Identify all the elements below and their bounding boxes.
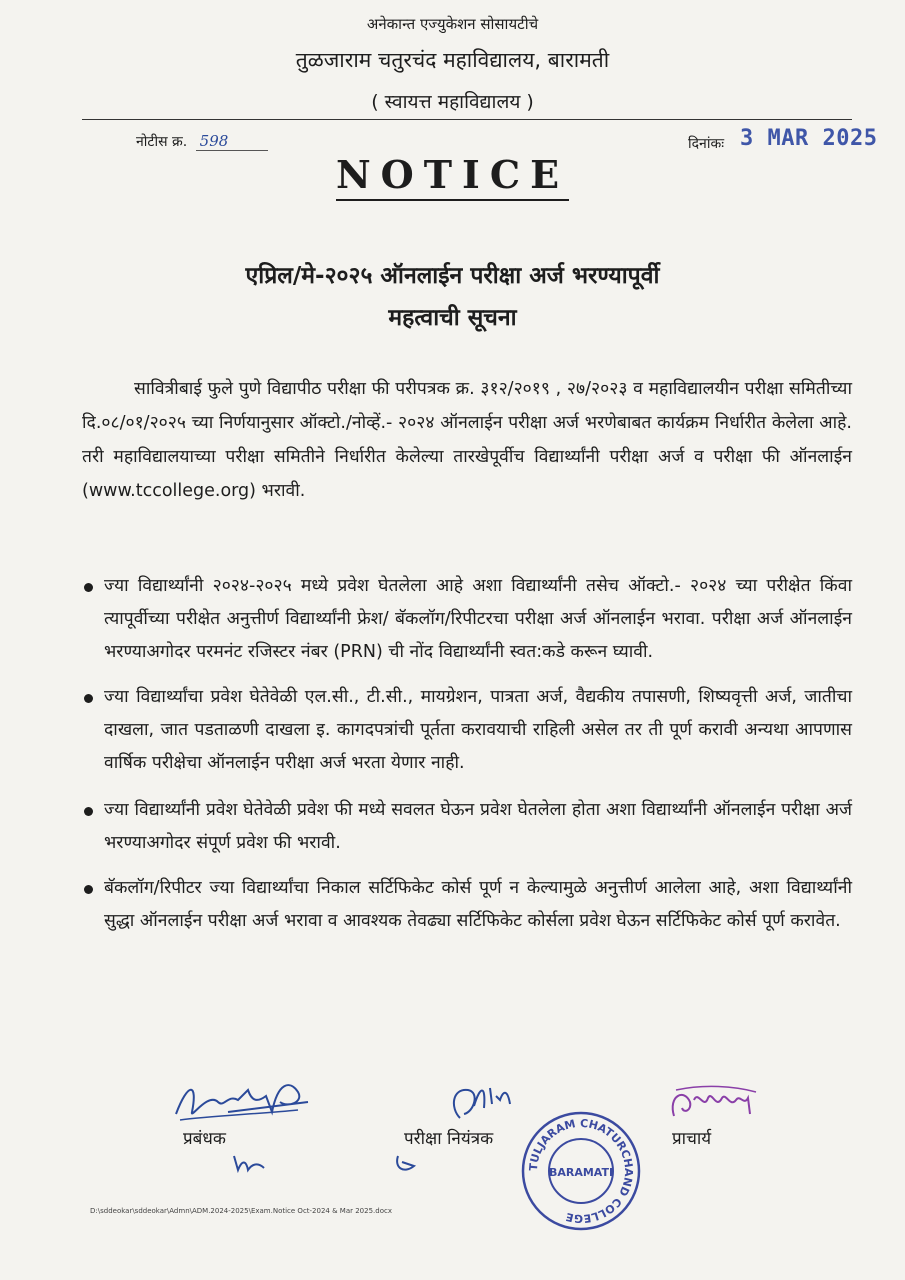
notice-title-text: NOTICE	[336, 152, 569, 201]
registrar-label: प्रबंधक	[183, 1129, 226, 1149]
header-divider	[82, 119, 852, 120]
list-item-text: ज्या विद्यार्थ्यांचा प्रवेश घेतेवेळी एल.सी., टी.सी., मायग्रेशन, पात्रता अर्ज, वैद्यकीय तपासणी, शिष्यवृत्ती अर्ज, जातीचा दाखला, जात पडताळणी दाखला इ. कागदपत्रांची पूर्तता करावयाची राहिली असेल तर ती पूर्ण करावी अन्यथा आपणास वार्षिक परीक्षेचा ऑनलाईन परीक्षा अर्ज भरता येणार नाही.	[104, 687, 852, 773]
notice-number-value: 598	[196, 132, 269, 151]
notice-title	[0, 152, 905, 197]
registrar-initials	[230, 1150, 270, 1178]
instruction-list	[82, 570, 852, 938]
list-item-text: ज्या विद्यार्थ्यांनी २०२४-२०२५ मध्ये प्रवेश घेतलेला आहे अशा विद्यार्थ्यांनी तसेच ऑक्टो.- २०२४ च्या परीक्षेत किंवा त्यापूर्वीच्या परीक्षेत अनुत्तीर्ण विद्यार्थ्यांनी फ्रेश/ बॅकलॉग/रिपीटरचा परीक्षा अर्ज ऑनलाईन भरावा. परीक्षा अर्ज ऑनलाईन भरण्याअगोदर परमनंट रजिस्टर नंबर (PRN) ची नोंद विद्यार्थ्यांनी स्वत:कडे करून घ्यावी.	[104, 576, 852, 662]
list-item-text: बॅकलॉग/रिपीटर ज्या विद्यार्थ्यांचा निकाल सर्टिफिकेट कोर्स पूर्ण न केल्यामुळे अनुत्तीर्ण आलेला आहे, अशा विद्यार्थ्यांनी सुद्धा ऑनलाईन परीक्षा अर्ज भरावा व आवश्यक तेवढ्या सर्टिफिकेट कोर्सला प्रवेश घेऊन सर्टिफिकेट कोर्स पूर्ण करावेत.	[104, 878, 852, 931]
principal-label: प्राचार्य	[672, 1129, 712, 1149]
controller-signature	[430, 1078, 520, 1128]
list-item	[82, 681, 852, 780]
notice-number	[136, 132, 268, 151]
notice-number-label: नोटीस क्र.	[136, 134, 188, 150]
list-item	[82, 872, 852, 938]
registrar-signature	[168, 1072, 318, 1132]
date-label: दिनांकः	[688, 136, 725, 152]
controller-label: परीक्षा नियंत्रक	[404, 1129, 494, 1149]
intro-paragraph: सावित्रीबाई फुले पुणे विद्यापीठ परीक्षा फी परीपत्रक क्र. ३१२/२०१९ , २७/२०२३ व महाविद्यालयीन परीक्षा समितीच्या दि.०८/०१/२०२५ च्या निर्णयानुसार ऑक्टो./नोव्हें.- २०२४ ऑनलाईन परीक्षा अर्ज भरणेबाबत कार्यक्रम निर्धारीत केलेला आहे. तरी महाविद्यालयाच्या परीक्षा समितीने निर्धारीत केलेल्या तारखेपूर्वीच विद्यार्थ्यांनी परीक्षा अर्ज व परीक्षा फी ऑनलाईन (www.tccollege.org) भरावी.	[82, 379, 852, 501]
autonomous-label: ( स्वायत्त महाविद्यालय )	[371, 91, 534, 113]
file-path-footer: D:\sddeokar\sddeokar\Admn\ADM.2024-2025\Exam.Notice Oct-2024 & Mar 2025.docx	[90, 1207, 392, 1215]
bullet-icon	[84, 885, 93, 894]
bullet-icon	[84, 807, 93, 816]
college-seal	[520, 1110, 642, 1232]
subject-line-1: एप्रिल/मे-२०२५ ऑनलाईन परीक्षा अर्ज भरण्यापूर्वी	[245, 263, 660, 289]
bullet-icon	[84, 694, 93, 703]
list-item	[82, 570, 852, 669]
principal-signature	[664, 1080, 764, 1130]
society-name: अनेकान्त एज्युकेशन सोसायटीचे	[366, 15, 539, 33]
date-stamp: 3 MAR 2025	[740, 126, 878, 151]
list-item	[82, 794, 852, 860]
subject-line-2: महत्वाची सूचना	[388, 305, 517, 331]
controller-initials	[392, 1150, 422, 1178]
seal-outer-text: TULJARAM CHATURCHAND COLLEGE	[526, 1116, 636, 1226]
college-name: तुळजाराम चतुरचंद महाविद्यालय, बारामती	[295, 48, 610, 72]
list-item-text: ज्या विद्यार्थ्यांनी प्रवेश घेतेवेळी प्रवेश फी मध्ये सवलत घेऊन प्रवेश घेतलेला होता अशा विद्यार्थ्यांनी ऑनलाईन परीक्षा अर्ज भरण्याअगोदर संपूर्ण प्रवेश फी भरावी.	[104, 800, 852, 853]
seal-inner-text: BARAMATI	[548, 1166, 614, 1179]
bullet-icon	[84, 583, 93, 592]
